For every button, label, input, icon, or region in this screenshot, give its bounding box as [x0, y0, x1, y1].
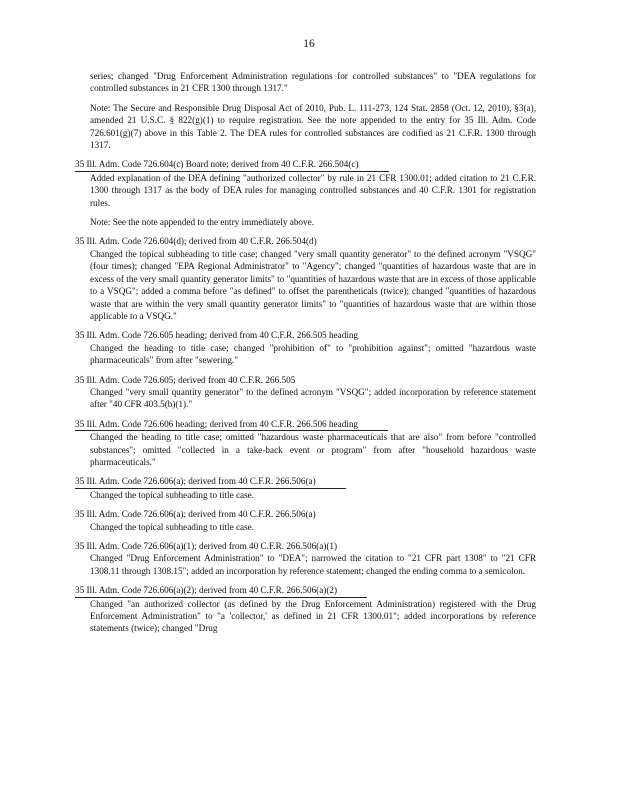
entry-body: Changed "very small quantity generator" to the defined acronym "VSQG"; added incorporation by reference statement after "40 CFR 403.5(b)(1)." — [90, 386, 536, 410]
entry-heading: 35 Ill. Adm. Code 726.606(a)(2); derived from 40 C.F.R. 266.506(a)(2) — [75, 584, 367, 597]
entry-heading: 35 Ill. Adm. Code 726.606 heading; derived from 40 C.F.R. 266.506 heading — [75, 418, 388, 431]
entry-heading: 35 Ill. Adm. Code 726.604(d); derived from 40 C.F.R. 266.504(d) — [75, 236, 317, 247]
document-body — [75, 70, 536, 642]
intro-paragraph: series; changed "Drug Enforcement Administration regulations for controlled substances" to "DEA regulations for controlled substances in 21 CFR 1300 through 1317." — [90, 71, 536, 94]
entry-heading: 35 Ill. Adm. Code 726.606(a)(1); derived from 40 C.F.R. 266.506(a)(1) — [75, 541, 338, 551]
entry-note: Note: See the note appended to the entry immediately above. — [90, 217, 314, 228]
entry-7 — [75, 508, 536, 533]
entry-body: Changed the topical subheading to title case; changed "very small quantity generator" to the defined acronym "VSQG" (four times); changed "EPA Regional Administrator" to "Agency"; changed "quantities of hazardous waste that are in excess of the very small quantity generator limits" to "quantities of hazardous waste that are in excess of those applicable to a VSQG"; added a comma before "as defined" to offset the parentheticals (twice); changed "quantities of hazardous waste that are within the very small quantity generator limits" to "quantities of hazardous waste that are within those applicable to a VSQG." — [90, 248, 536, 321]
entry-heading: 35 Ill. Adm. Code 726.604(c) Board note; derived from 40 C.F.R. 266.504(c) — [75, 158, 389, 171]
entry-5 — [75, 418, 536, 469]
entry-1 — [75, 158, 536, 228]
entry-heading: 35 Ill. Adm. Code 726.606(a); derived from 40 C.F.R. 266.506(a) — [75, 475, 346, 488]
entry-heading: 35 Ill. Adm. Code 726.605 heading; derived from 40 C.F.R. 266.505 heading — [75, 330, 359, 341]
entry-body: Changed "an authorized collector (as defined by the Drug Enforcement Administration) registered with the Drug Enforcement Administration" to "a 'collector,' as defined in 21 CFR 1300.01"; added incorporations by reference statements (twice); changed "Drug — [90, 598, 536, 634]
entry-heading: 35 Ill. Adm. Code 726.605; derived from 40 C.F.R. 266.505 — [75, 374, 296, 385]
entry-2 — [75, 235, 536, 322]
entry-body: Changed the topical subheading to title case. — [90, 489, 255, 500]
page-number: 16 — [303, 38, 315, 50]
entry-9 — [75, 584, 536, 635]
intro-note: Note: The Secure and Responsible Drug Disposal Act of 2010, Pub. L. 111-273, 124 Stat. 2858 (Oct. 12, 2010), §3(a), amended 21 U.S.C. § 822(g)(1) to require registration. See the note appended to the entry for 35 Ill. Adm. Code 726.601(g)(7) above in this Table 2. The DEA rules for controlled substances are codified as 21 C.F.R. 1300 through 1317. — [90, 102, 536, 151]
entry-body: Changed "Drug Enforcement Administration" to "DEA"; narrowed the citation to "21 CFR part 1308" to "21 CFR 1308.11 through 1308.15"; added an incorporation by reference statement; changed the ending comma to a semicolon. — [90, 553, 536, 576]
entry-4 — [75, 374, 536, 411]
entry-body: Changed the topical subheading to title case. — [90, 521, 255, 532]
entry-heading: 35 Ill. Adm. Code 726.606(a); derived from 40 C.F.R. 266.506(a) — [75, 509, 316, 520]
entry-3 — [75, 329, 536, 366]
entry-body: Changed the heading to title case; changed "prohibition of" to "prohibition against"; omitted "hazardous waste pharmaceuticals" from after "sewering." — [90, 342, 536, 366]
entry-body: Added explanation of the DEA defining "authorized collector" by rule in 21 CFR 1300.01; added citation to 21 C.F.R. 1300 through 1317 as the body of DEA rules for managing controlled substances and 40 C.F.R. 1301 for registration rules. — [90, 172, 536, 208]
entry-body: Changed the heading to title case; omitted "hazardous waste pharmaceuticals that are also" from before "controlled substances"; omitted "collected in a take-back event or program" from after "household hazardous waste pharmaceuticals." — [90, 432, 536, 467]
entry-8 — [75, 540, 536, 577]
entry-6 — [75, 475, 536, 501]
